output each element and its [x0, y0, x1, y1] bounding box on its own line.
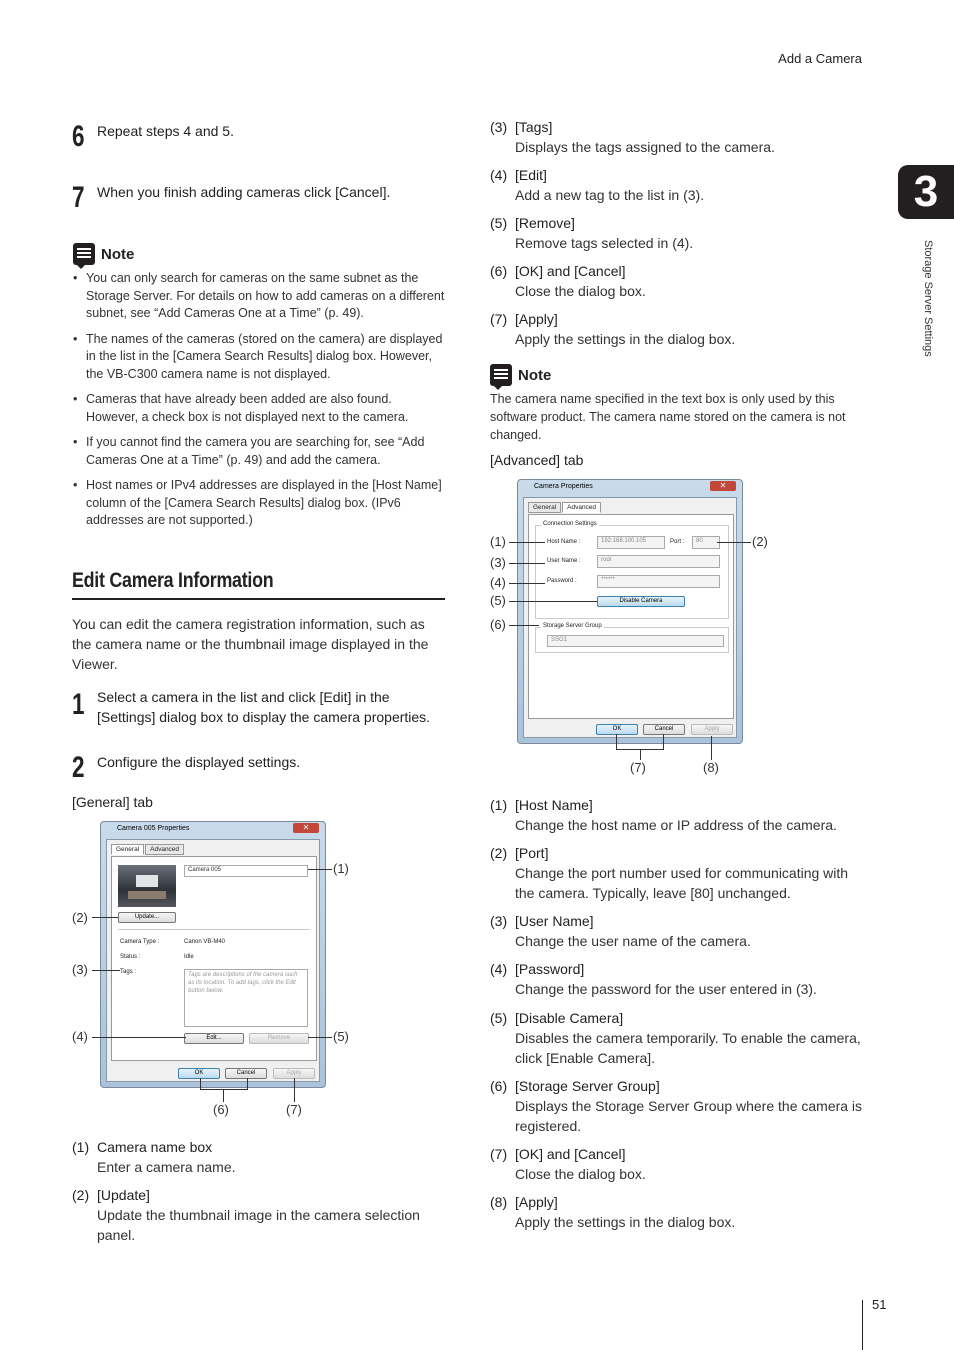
item-description: Apply the settings in the dialog box.: [515, 1214, 736, 1230]
item-number: (8): [490, 1194, 508, 1210]
general-item-2: [72, 1185, 444, 1245]
callout-leader: [308, 869, 332, 870]
step-text: Configure the displayed settings.: [97, 754, 301, 770]
chapter-tab: 3: [898, 165, 954, 219]
note-item: • You can only search for cameras on the same subnet as the Storage Server. For details on how to add cameras on a different subnet, see “Add Cameras One at a Time” (p. 49).: [73, 270, 445, 323]
user-name-input[interactable]: root: [597, 555, 720, 568]
divider: [118, 929, 310, 930]
tab-strip: [528, 502, 602, 513]
close-button[interactable]: ✕: [293, 823, 319, 833]
tab-advanced[interactable]: Advanced: [562, 502, 601, 513]
item-description: Change the host name or IP address of the camera.: [515, 817, 837, 833]
callout-leader: [509, 625, 539, 626]
note-item: • Host names or IPv4 addresses are displayed in the [Host Name] column of the [Camera Search Results] dialog box. (IPv6 addresses are not supported.): [73, 477, 445, 530]
item-number: (3): [490, 913, 508, 929]
item-name: [Storage Server Group]: [515, 1078, 660, 1094]
callout-label: (7): [286, 1102, 302, 1117]
advanced-item-8: [490, 1192, 865, 1232]
tab-strip: [111, 844, 185, 855]
general-item-4: [490, 165, 865, 205]
item-number: (1): [490, 797, 508, 813]
callout-label: (4): [72, 1029, 88, 1044]
callout-label: (5): [333, 1029, 349, 1044]
apply-button[interactable]: Apply: [273, 1068, 315, 1079]
storage-group-title: Storage Server Group: [543, 623, 602, 629]
item-description: Apply the settings in the dialog box.: [515, 331, 736, 347]
item-number: (3): [490, 119, 508, 135]
callout-leader: [92, 917, 118, 918]
camera-name-input[interactable]: Camera 005: [184, 865, 308, 877]
camera-thumbnail: [118, 865, 176, 907]
item-number: (4): [490, 961, 508, 977]
callout-leader: [640, 750, 641, 760]
note-icon: [490, 364, 512, 386]
advanced-item-1: [490, 795, 865, 835]
callout-label: (2): [752, 534, 768, 549]
item-name: [Password]: [515, 961, 585, 977]
callout-leader: [92, 1037, 186, 1038]
page-number: 51: [872, 1297, 887, 1312]
item-number: (7): [490, 1146, 508, 1162]
item-name: [Host Name]: [515, 797, 593, 813]
general-panel: [111, 856, 317, 1061]
advanced-item-7: [490, 1144, 865, 1184]
callout-label: (6): [490, 617, 506, 632]
callout-bracket: [616, 734, 664, 750]
callout-label: (1): [490, 534, 506, 549]
port-label: Port :: [670, 539, 685, 545]
callout-leader: [223, 1090, 224, 1102]
item-description: Close the dialog box.: [515, 1166, 646, 1182]
step-number: 2: [72, 751, 85, 784]
storage-group-field[interactable]: SSG1: [547, 635, 724, 647]
item-name: [Apply]: [515, 311, 558, 327]
item-description: Change the password for the user entered in (3).: [515, 981, 817, 997]
note-item: • The names of the cameras (stored on the camera) are displayed in the list in the [Camera Search Results] dialog box. However, the VB-C300 camera name is not displayed.: [73, 331, 445, 384]
item-description: Change the user name of the camera.: [515, 933, 751, 949]
tags-list[interactable]: Tags are descriptions of the camera such as its location. To add tags, click the Edit button below.: [184, 969, 308, 1027]
cancel-button[interactable]: Cancel: [643, 724, 685, 735]
callout-leader: [92, 970, 120, 971]
user-name-label: User Name :: [547, 558, 581, 564]
item-number: (2): [490, 845, 508, 861]
section-rule: [72, 598, 445, 600]
host-name-label: Host Name :: [547, 539, 581, 545]
remove-button[interactable]: Remove: [249, 1033, 309, 1044]
advanced-tab-label: [Advanced] tab: [490, 452, 584, 468]
step-text: Select a camera in the list and click [Edit] in the [Settings] dialog box to display the camera properties.: [97, 689, 431, 725]
callout-label: (3): [490, 555, 506, 570]
item-number: (7): [490, 311, 508, 327]
thumbnail-table: [128, 891, 166, 899]
item-name: [Disable Camera]: [515, 1010, 624, 1026]
dialog-body: [523, 497, 737, 738]
password-label: Password :: [547, 578, 577, 584]
edit-button[interactable]: Edit...: [184, 1033, 244, 1044]
item-name: [Update]: [97, 1187, 150, 1203]
section-title: Edit Camera Information: [72, 569, 274, 592]
note-list: [73, 270, 445, 538]
callout-leader: [294, 1078, 295, 1102]
advanced-panel: [528, 514, 734, 719]
note-item: • Cameras that have already been added are also found. However, a check box is not displayed next to the camera.: [73, 391, 445, 426]
item-name: [Remove]: [515, 215, 575, 231]
camera-type-label: Camera Type :: [120, 939, 160, 945]
status-value: Idle: [184, 954, 194, 960]
password-input[interactable]: ******: [597, 575, 720, 588]
update-button[interactable]: Update...: [118, 912, 176, 923]
note-title: Note: [518, 366, 552, 384]
step-text: Repeat steps 4 and 5.: [97, 123, 234, 139]
item-description: Remove tags selected in (4).: [515, 235, 694, 251]
item-description: Displays the Storage Server Group where the camera is registered.: [515, 1098, 863, 1134]
general-tab-label: [General] tab: [72, 794, 153, 810]
chapter-side-title: Storage Server Settings: [922, 240, 934, 357]
advanced-item-6: [490, 1076, 865, 1136]
advanced-item-4: [490, 959, 865, 999]
step-number: 1: [72, 688, 85, 721]
note-text: The camera name specified in the text box is only used by this software product. The camera name stored on the camera is not changed.: [490, 392, 846, 442]
connection-group-title: Connection Settings: [543, 521, 597, 527]
item-name: [Edit]: [515, 167, 547, 183]
callout-leader: [509, 583, 545, 584]
camera-type-value: Canon VB-M40: [184, 939, 226, 945]
callout-label: (7): [630, 760, 646, 775]
item-name: Camera name box: [97, 1139, 213, 1155]
camera-properties-dialog: [100, 821, 326, 1088]
dialog-title: Camera Properties: [534, 483, 593, 490]
thumbnail-screen: [136, 875, 158, 887]
callout-leader: [509, 601, 597, 602]
item-number: (5): [490, 1010, 508, 1026]
dialog-title: Camera 005 Properties: [117, 825, 190, 832]
item-number: (6): [490, 1078, 508, 1094]
callout-leader: [717, 542, 751, 543]
tags-label: Tags :: [120, 969, 137, 975]
page-number-rule: [862, 1300, 863, 1350]
item-number: (4): [490, 167, 508, 183]
item-number: (5): [490, 215, 508, 231]
note-title: Note: [101, 245, 135, 263]
status-label: Status :: [120, 954, 141, 960]
ok-button[interactable]: OK: [178, 1068, 220, 1079]
general-item-3: [490, 117, 865, 157]
callout-leader: [308, 1037, 332, 1038]
tab-advanced[interactable]: Advanced: [145, 844, 184, 855]
camera-properties-dialog-advanced: [517, 479, 743, 744]
section-intro: You can edit the camera registration information, such as the camera name or the thumbnail image displayed in the Viewer.: [72, 616, 429, 672]
step-text: When you finish adding cameras click [Cancel].: [97, 184, 391, 200]
advanced-item-5: [490, 1008, 865, 1068]
note-heading: [490, 364, 551, 386]
item-description: Close the dialog box.: [515, 283, 646, 299]
ok-button[interactable]: OK: [596, 724, 638, 735]
dialog-body: [106, 839, 320, 1082]
step-number: 7: [72, 181, 85, 214]
note-icon: [73, 243, 95, 265]
item-description: Update the thumbnail image in the camera selection panel.: [97, 1207, 420, 1243]
callout-label: (2): [72, 910, 88, 925]
callout-label: (4): [490, 575, 506, 590]
callout-label: (6): [213, 1102, 229, 1117]
item-description: Add a new tag to the list in (3).: [515, 187, 705, 203]
item-number: (6): [490, 263, 508, 279]
host-name-input[interactable]: 192.168.100.105: [597, 536, 665, 549]
callout-label: (5): [490, 593, 506, 608]
close-button[interactable]: ✕: [710, 481, 736, 491]
note-item: • If you cannot find the camera you are searching for, see “Add Cameras One at a Time” (p. 49) and add the camera.: [73, 434, 445, 469]
callout-leader: [509, 542, 545, 543]
item-name: [Tags]: [515, 119, 553, 135]
tab-general[interactable]: General: [111, 844, 144, 855]
item-name: [Port]: [515, 845, 549, 861]
item-description: Change the port number used for communicating with the camera. Typically, leave [80] unchanged.: [515, 865, 849, 901]
item-name: [OK] and [Cancel]: [515, 1146, 626, 1162]
callout-leader: [711, 736, 712, 760]
item-number: (1): [72, 1139, 90, 1155]
general-item-7: [490, 309, 865, 349]
note-heading: [73, 243, 134, 265]
step-number: 6: [72, 120, 85, 153]
item-description: Disables the camera temporarily. To enable the camera, click [Enable Camera].: [515, 1030, 861, 1066]
disable-camera-button[interactable]: Disable Camera: [597, 596, 685, 607]
general-item-5: [490, 213, 865, 253]
advanced-item-3: [490, 911, 865, 951]
callout-label: (1): [333, 861, 349, 876]
item-number: (2): [72, 1187, 90, 1203]
advanced-item-2: [490, 843, 865, 903]
item-description: Enter a camera name.: [97, 1159, 236, 1175]
tab-general[interactable]: General: [528, 502, 561, 513]
item-name: [User Name]: [515, 913, 594, 929]
item-description: Displays the tags assigned to the camera.: [515, 139, 775, 155]
callout-bracket: [200, 1078, 248, 1090]
callout-label: (3): [72, 962, 88, 977]
cancel-button[interactable]: Cancel: [225, 1068, 267, 1079]
general-item-1: [72, 1137, 444, 1177]
callout-label: (8): [703, 760, 719, 775]
apply-button[interactable]: Apply: [691, 724, 733, 735]
item-name: [OK] and [Cancel]: [515, 263, 626, 279]
item-name: [Apply]: [515, 1194, 558, 1210]
running-header: Add a Camera: [778, 51, 862, 66]
general-item-6: [490, 261, 865, 301]
port-input[interactable]: 80: [692, 536, 720, 549]
callout-leader: [509, 563, 545, 564]
